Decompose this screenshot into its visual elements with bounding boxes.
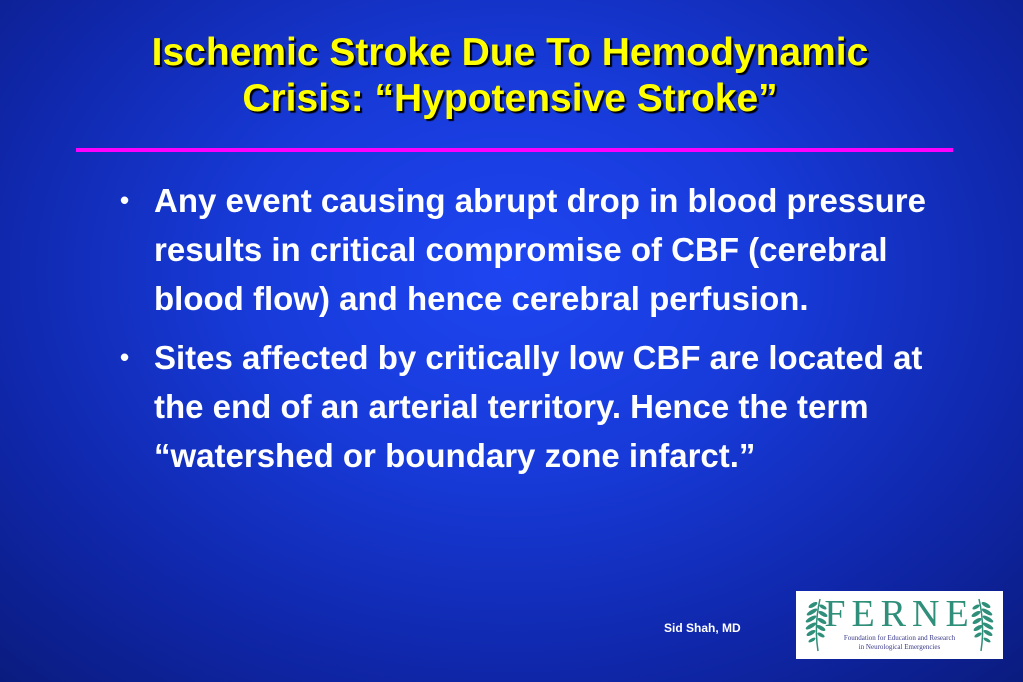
bullet-text: Sites affected by critically low CBF are located at the end of an arterial territory. Hence the term “watershed or boundary zone infarct.”	[154, 339, 923, 474]
bullet-list	[118, 176, 938, 490]
fern-icon	[971, 595, 997, 653]
slide-title	[60, 30, 960, 122]
logo-tagline	[820, 634, 979, 652]
logo-wordmark: FERNE	[824, 593, 975, 635]
author-credit: Sid Shah, MD	[664, 621, 741, 635]
title-line-2: Crisis: “Hypotensive Stroke”	[242, 77, 778, 120]
title-line-1: Ischemic Stroke Due To Hemodynamic	[151, 31, 869, 74]
bullet-dot-icon: •	[120, 342, 130, 372]
title-divider	[76, 148, 953, 152]
bullet-dot-icon: •	[120, 185, 130, 215]
bullet-item	[118, 333, 938, 480]
logo-tagline-line-1: Foundation for Education and Research	[843, 634, 956, 642]
bullet-text: Any event causing abrupt drop in blood pressure results in critical compromise of CBF (cerebral blood flow) and hence cerebral perfusion.	[154, 182, 926, 317]
ferne-logo	[796, 591, 1003, 659]
bullet-item	[118, 176, 938, 323]
logo-tagline-line-2: in Neurological Emergencies	[858, 643, 941, 651]
